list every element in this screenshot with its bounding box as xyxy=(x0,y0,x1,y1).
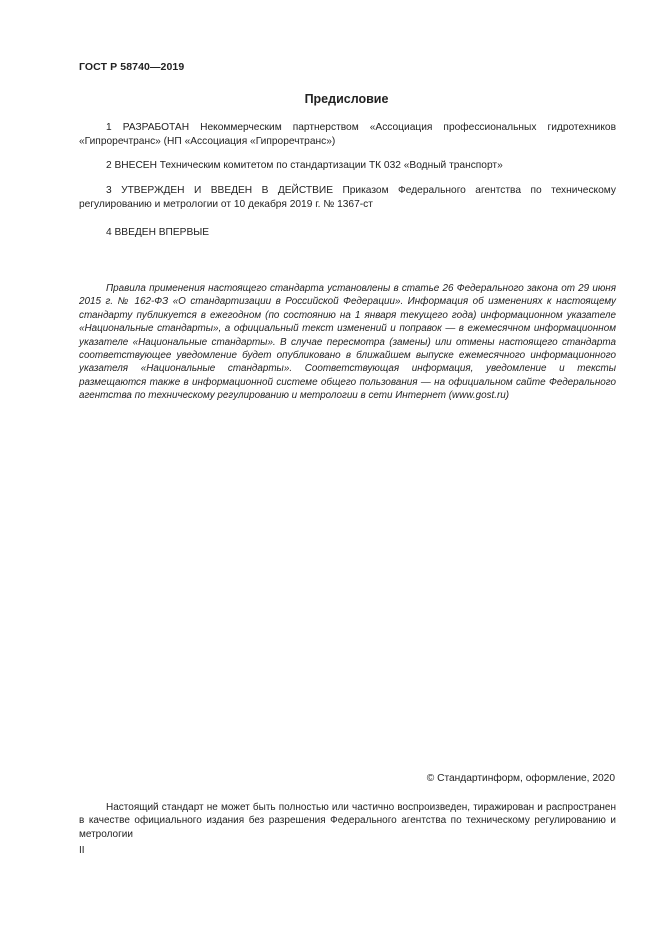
application-rules-note: Правила применения настоящего стандарта установлены в статье 26 Федерального закона от 29 июня 2015 г. № 162-ФЗ «О стандартизации в Российской Федерации». Информация об изменениях к настоящему стандарту публикуется в ежегодном (по состоянию на 1 января текущего года) информационном указателе «Национальные стандарты», а официальный текст изменений и поправок — в ежемесячном информационном указателе «Национальные стандарты». В случае пересмотра (замены) или отмены настоящего стандарта соответствующее уведомление будет опубликовано в ближайшем выпуске ежемесячного информационного указателя «Национальные стандарты». Соответствующая информация, уведомление и тексты размещаются также в информационной системе общего пользования — на официальном сайте Федерального агентства по техническому регулированию и метрологии в сети Интернет (www.gost.ru) xyxy=(79,283,616,402)
foreword-item-developed: 1 РАЗРАБОТАН Некоммерческим партнерством «Ассоциация профессиональных гидротехников «Гипроречтранс» (НП «Ассоциация «Гипроречтранс») xyxy=(79,122,616,147)
foreword-item-introduced: 2 ВНЕСЕН Техническим комитетом по стандартизации ТК 032 «Водный транспорт» xyxy=(106,160,503,171)
standard-id: ГОСТ Р 58740—2019 xyxy=(79,61,185,73)
copyright-line: © Стандартинформ, оформление, 2020 xyxy=(426,773,615,784)
foreword-item-first-time: 4 ВВЕДЕН ВПЕРВЫЕ xyxy=(106,227,210,238)
page-title xyxy=(0,92,661,106)
foreword-item-approved: 3 УТВЕРЖДЕН И ВВЕДЕН В ДЕЙСТВИЕ Приказом Федерального агентства по техническому регулированию и метрологии от 10 декабря 2019 г. № 1367-ст xyxy=(79,185,616,210)
page-title-text: Предисловие xyxy=(304,92,389,106)
page-number: II xyxy=(79,845,85,856)
reproduction-notice: Настоящий стандарт не может быть полностью или частично воспроизведен, тиражирован и распространен в качестве официального издания без разрешения Федерального агентства по техническому регулированию и метрологии xyxy=(79,802,616,840)
